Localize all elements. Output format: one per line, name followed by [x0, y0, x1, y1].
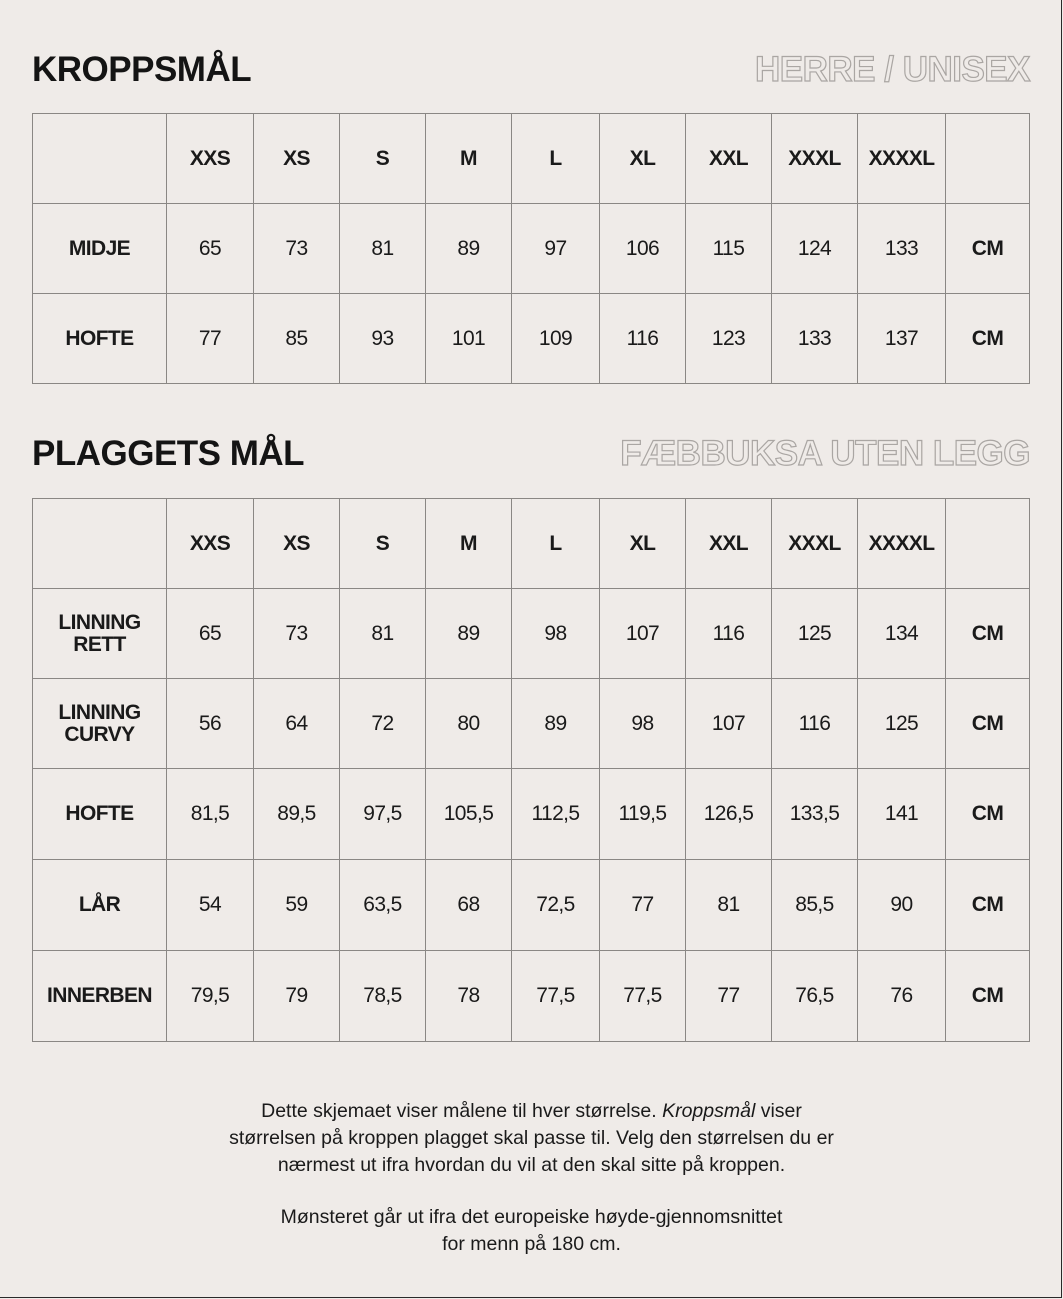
measurement-cell: 116 — [686, 589, 772, 679]
body-measurements-subtitle: HERRE / UNISEX — [755, 50, 1030, 89]
row-label-line: RETT — [73, 632, 126, 656]
measurement-cell: 73 — [254, 204, 340, 294]
size-header: XXL — [686, 114, 772, 204]
measurement-cell: 72 — [340, 679, 426, 769]
measurement-cell: 65 — [167, 589, 254, 679]
unit-cell: CM — [946, 204, 1030, 294]
measurement-cell: 98 — [512, 589, 600, 679]
table-row — [33, 769, 1030, 860]
garment-measurements-table — [32, 498, 1030, 1042]
measurement-cell: 68 — [426, 860, 512, 951]
row-label — [33, 294, 167, 384]
measurement-cell: 133 — [772, 294, 858, 384]
measurement-cell: 133 — [858, 204, 946, 294]
measurement-cell: 89 — [426, 589, 512, 679]
measurement-cell: 85,5 — [772, 860, 858, 951]
measurement-cell: 76,5 — [772, 951, 858, 1042]
row-label-line: HOFTE — [65, 326, 134, 350]
measurement-cell: 107 — [600, 589, 686, 679]
measurement-cell: 77,5 — [600, 951, 686, 1042]
measurement-cell: 77 — [167, 294, 254, 384]
unit-header — [946, 499, 1030, 589]
row-label-line: HOFTE — [65, 802, 134, 825]
footer-line: for menn på 180 cm. — [442, 1233, 621, 1255]
size-header-row — [33, 499, 1030, 589]
footer-line: størrelsen på kroppen plagget skal passe til. Velg den størrelsen du er — [229, 1127, 834, 1149]
measurement-cell: 101 — [426, 294, 512, 384]
row-label — [33, 951, 167, 1042]
row-label-line: MIDJE — [68, 236, 131, 260]
unit-cell: CM — [946, 860, 1030, 951]
table-row — [33, 951, 1030, 1042]
size-header: XXXXL — [858, 499, 946, 589]
size-header-row — [33, 114, 1030, 204]
table-row — [33, 294, 1030, 384]
measurement-cell: 137 — [858, 294, 946, 384]
measurement-cell: 133,5 — [772, 769, 858, 860]
measurement-cell: 125 — [772, 589, 858, 679]
garment-measurements-subtitle: FÆBBUKSA UTEN LEGG — [620, 434, 1030, 473]
measurement-cell: 79 — [254, 951, 340, 1042]
size-header: XXXL — [772, 499, 858, 589]
table-row — [33, 589, 1030, 679]
garment-measurements-title: PLAGGETS MÅL — [32, 434, 305, 473]
footer-line: nærmest ut ifra hvordan du vil at den skal sitte på kroppen. — [277, 1154, 786, 1176]
measurement-cell: 116 — [600, 294, 686, 384]
row-label — [33, 860, 167, 951]
table-row — [33, 204, 1030, 294]
measurement-cell: 79,5 — [167, 951, 254, 1042]
measurement-cell: 106 — [600, 204, 686, 294]
measurement-cell: 112,5 — [512, 769, 600, 860]
unit-cell: CM — [946, 294, 1030, 384]
measurement-cell: 93 — [340, 294, 426, 384]
measurement-cell: 64 — [254, 679, 340, 769]
measurement-cell: 80 — [426, 679, 512, 769]
size-header: XL — [600, 499, 686, 589]
size-header: XXXL — [772, 114, 858, 204]
row-label-line: LINNING — [58, 610, 141, 634]
row-label — [33, 204, 167, 294]
footer-pattern-note — [0, 1204, 1063, 1258]
size-header: XXXXL — [858, 114, 946, 204]
unit-header — [946, 114, 1030, 204]
unit-cell: CM — [946, 769, 1030, 860]
measurement-cell: 63,5 — [340, 860, 426, 951]
measurement-cell: 90 — [858, 860, 946, 951]
row-label-line: INNERBEN — [47, 984, 152, 1007]
measurement-cell: 81 — [340, 204, 426, 294]
size-header: XXS — [167, 499, 254, 589]
size-header: L — [512, 114, 600, 204]
measurement-cell: 119,5 — [600, 769, 686, 860]
row-label-line: LINNING — [58, 700, 141, 724]
measurement-cell: 89 — [512, 679, 600, 769]
measurement-cell: 123 — [686, 294, 772, 384]
body-measurements-title: KROPPSMÅL — [32, 50, 252, 89]
size-header: XXS — [167, 114, 254, 204]
measurement-cell: 65 — [167, 204, 254, 294]
measurement-cell: 89 — [426, 204, 512, 294]
footer-line: Dette skjemaet viser målene til hver størrelse. Kroppsmål viser — [261, 1100, 802, 1122]
measurement-cell: 56 — [167, 679, 254, 769]
size-header: XS — [254, 114, 340, 204]
size-header: S — [340, 499, 426, 589]
measurement-cell: 97 — [512, 204, 600, 294]
corner-cell — [33, 499, 167, 589]
footer-line: Mønsteret går ut ifra det europeiske høyde-gjennomsnittet — [280, 1206, 783, 1228]
row-label — [33, 589, 167, 679]
measurement-cell: 77 — [686, 951, 772, 1042]
measurement-cell: 107 — [686, 679, 772, 769]
body-measurements-table — [32, 113, 1030, 384]
measurement-cell: 59 — [254, 860, 340, 951]
measurement-cell: 76 — [858, 951, 946, 1042]
size-header: XS — [254, 499, 340, 589]
measurement-cell: 89,5 — [254, 769, 340, 860]
measurement-cell: 125 — [858, 679, 946, 769]
measurement-cell: 85 — [254, 294, 340, 384]
size-header: M — [426, 499, 512, 589]
measurement-cell: 116 — [772, 679, 858, 769]
measurement-cell: 81 — [340, 589, 426, 679]
row-label-line: LÅR — [78, 893, 121, 916]
measurement-cell: 109 — [512, 294, 600, 384]
unit-cell: CM — [946, 679, 1030, 769]
row-label-line: CURVY — [64, 722, 135, 746]
corner-cell — [33, 114, 167, 204]
table-row — [33, 679, 1030, 769]
measurement-cell: 81 — [686, 860, 772, 951]
measurement-cell: 124 — [772, 204, 858, 294]
table-row — [33, 860, 1030, 951]
measurement-cell: 141 — [858, 769, 946, 860]
measurement-cell: 77 — [600, 860, 686, 951]
measurement-cell: 81,5 — [167, 769, 254, 860]
measurement-cell: 72,5 — [512, 860, 600, 951]
measurement-cell: 78 — [426, 951, 512, 1042]
measurement-cell: 73 — [254, 589, 340, 679]
size-header: XL — [600, 114, 686, 204]
measurement-cell: 77,5 — [512, 951, 600, 1042]
measurement-cell: 97,5 — [340, 769, 426, 860]
size-header: L — [512, 499, 600, 589]
measurement-cell: 105,5 — [426, 769, 512, 860]
row-label — [33, 769, 167, 860]
size-header: XXL — [686, 499, 772, 589]
row-label — [33, 679, 167, 769]
size-header: S — [340, 114, 426, 204]
measurement-cell: 78,5 — [340, 951, 426, 1042]
measurement-cell: 126,5 — [686, 769, 772, 860]
size-header: M — [426, 114, 512, 204]
measurement-cell: 54 — [167, 860, 254, 951]
measurement-cell: 98 — [600, 679, 686, 769]
unit-cell: CM — [946, 589, 1030, 679]
measurement-cell: 134 — [858, 589, 946, 679]
measurement-cell: 115 — [686, 204, 772, 294]
footer-note — [0, 1098, 1063, 1179]
unit-cell: CM — [946, 951, 1030, 1042]
